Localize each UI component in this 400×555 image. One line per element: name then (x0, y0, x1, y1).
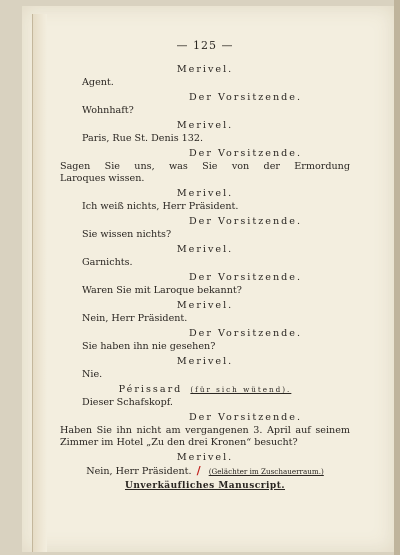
dialogue-line: Dieser Schafskopf. (82, 397, 173, 408)
dialogue-line: Laroques wissen. (60, 173, 145, 184)
dialogue-line: Nein, Herr Präsident. (86, 466, 192, 477)
page-gutter (32, 14, 47, 552)
page-edge (394, 0, 400, 555)
speaker-merivel: Merivel. (176, 356, 234, 367)
dialogue-line: Sagen Sie uns, was Sie von der Ermordung (60, 161, 350, 172)
speaker-vorsitzende: Der Vorsitzende. (188, 328, 302, 339)
speaker-name: Périssard (118, 384, 183, 395)
dialogue (60, 64, 350, 381)
dialogue-line: Paris, Rue St. Denis 132. (82, 133, 204, 144)
dialogue-line: Zimmer im Hotel „Zu den drei Kronen“ besucht? (60, 437, 298, 448)
dialogue-line: Haben Sie ihn nicht am vergangenen 3. April auf seinem (60, 425, 350, 436)
final-answer-row (60, 465, 350, 478)
stage-direction: (Gelächter im Zuschauerraum.) (208, 467, 324, 476)
dialogue-line: Nie. (82, 369, 103, 380)
dialogue-line: Sie wissen nichts? (82, 229, 172, 240)
speaker-merivel: Merivel. (176, 452, 234, 463)
speaker-vorsitzende: Der Vorsitzende. (188, 148, 302, 159)
dialogue-line: Waren Sie mit Laroque bekannt? (82, 285, 242, 296)
speaker-merivel: Merivel. (176, 64, 234, 75)
stage-direction: (für sich wütend). (190, 385, 292, 394)
page-content (60, 40, 350, 492)
dialogue-line: Sie haben ihn nie gesehen? (82, 341, 216, 352)
speaker-merivel: Merivel. (176, 188, 234, 199)
speaker-vorsitzende: Der Vorsitzende. (188, 272, 302, 283)
speaker-vorsitzende: Der Vorsitzende. (188, 216, 302, 227)
speaker-merivel: Merivel. (176, 300, 234, 311)
speaker-perissard (60, 384, 350, 396)
handwritten-mark: / (196, 464, 201, 477)
speaker-vorsitzende: Der Vorsitzende. (188, 92, 302, 103)
page-number: — 125 — (176, 39, 234, 52)
dialogue-line: Garnichts. (82, 257, 133, 268)
speaker-merivel: Merivel. (176, 120, 234, 131)
dialogue-line: Nein, Herr Präsident. (82, 313, 188, 324)
dialogue-line: Agent. (82, 77, 114, 88)
footer-note: Unverkäufliches Manuscript. (124, 481, 286, 491)
speaker-vorsitzende: Der Vorsitzende. (188, 412, 302, 423)
dialogue-line: Wohnhaft? (82, 105, 134, 116)
speaker-merivel: Merivel. (176, 244, 234, 255)
dialogue-line: Ich weiß nichts, Herr Präsident. (82, 201, 239, 212)
